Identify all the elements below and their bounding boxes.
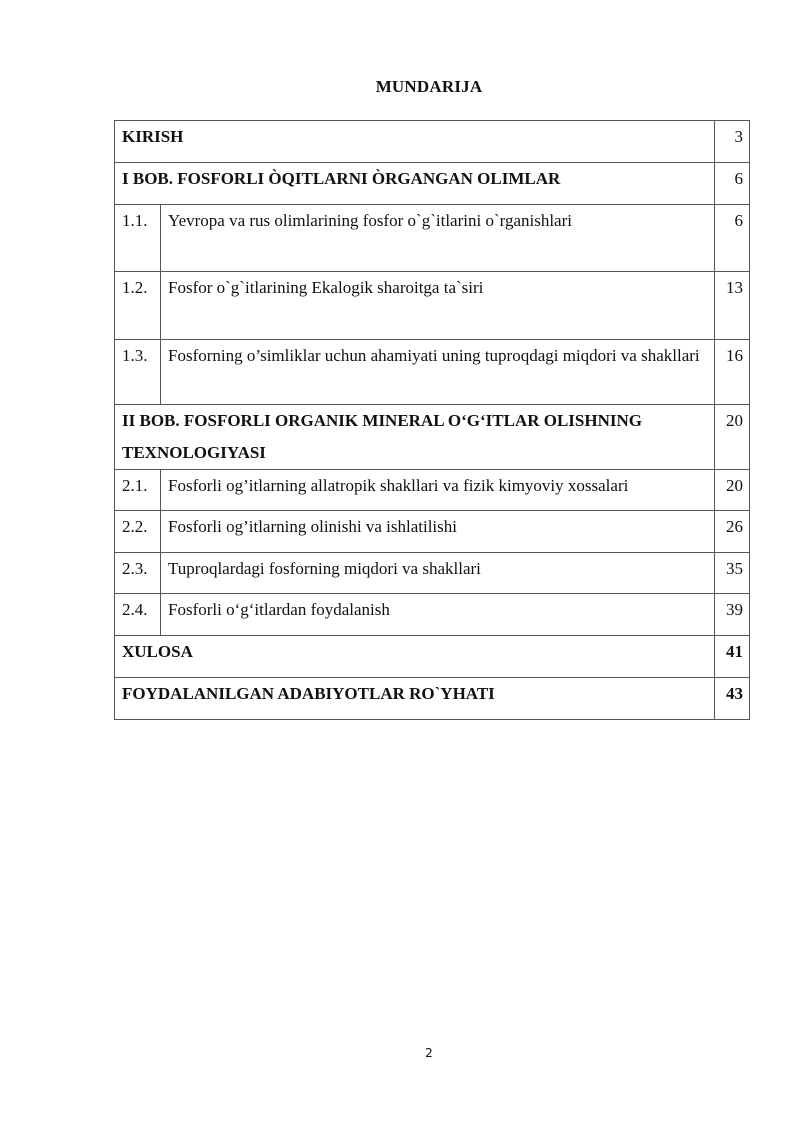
toc-entry-number: 2.1. <box>115 470 161 511</box>
toc-entry-page: 6 <box>715 205 750 272</box>
toc-entry-chapter-2 <box>115 405 750 470</box>
toc-entry-page: 41 <box>715 636 750 678</box>
table-of-contents <box>114 120 750 720</box>
toc-entry-1-2 <box>115 272 750 340</box>
toc-entry-title: XULOSA <box>115 636 715 678</box>
page-number: 2 <box>425 1046 433 1060</box>
toc-entry-2-3 <box>115 553 750 594</box>
toc-entry-2-2 <box>115 511 750 553</box>
toc-entry-page: 16 <box>715 340 750 405</box>
toc-entry-number: 2.3. <box>115 553 161 594</box>
toc-entry-page: 39 <box>715 594 750 636</box>
toc-entry-title: Fosforli og’itlarning allatropik shakllari va fizik kimyoviy xossalari <box>161 470 715 511</box>
toc-entry-page: 20 <box>715 470 750 511</box>
toc-entry-title: I BOB. FOSFORLI ÒQITLARNI ÒRGANGAN OLIMLAR <box>115 163 715 205</box>
toc-entry-title: KIRISH <box>115 121 715 163</box>
toc-entry-2-1 <box>115 470 750 511</box>
toc-entry-2-4 <box>115 594 750 636</box>
toc-entry-page: 13 <box>715 272 750 340</box>
toc-entry-title: Fosforli og’itlarning olinishi va ishlatilishi <box>161 511 715 553</box>
toc-entry-1-1 <box>115 205 750 272</box>
toc-entry-page: 43 <box>715 678 750 720</box>
toc-entry-page: 26 <box>715 511 750 553</box>
toc-entry-page: 35 <box>715 553 750 594</box>
toc-entry-title: Yevropa va rus olimlarining fosfor o`g`itlarini o`rganishlari <box>161 205 715 272</box>
toc-entry-number: 1.3. <box>115 340 161 405</box>
toc-entry-kirish <box>115 121 750 163</box>
toc-entry-title: Fosfor o`g`itlarining Ekalogik sharoitga ta`siri <box>161 272 715 340</box>
toc-entry-xulosa <box>115 636 750 678</box>
toc-entry-number: 1.1. <box>115 205 161 272</box>
toc-entry-number: 1.2. <box>115 272 161 340</box>
page-title: MUNDARIJA <box>375 77 483 96</box>
toc-entry-number: 2.2. <box>115 511 161 553</box>
toc-entry-title: Fosforning o’simliklar uchun ahamiyati uning tuproqdagi miqdori va shakllari <box>161 340 715 405</box>
toc-entry-page: 3 <box>715 121 750 163</box>
toc-entry-title: Fosforli o‘g‘itlardan foydalanish <box>161 594 715 636</box>
toc-entry-1-3 <box>115 340 750 405</box>
toc-entry-references <box>115 678 750 720</box>
toc-entry-title: FOYDALANILGAN ADABIYOTLAR RO`YHATI <box>115 678 715 720</box>
toc-entry-page: 20 <box>715 405 750 470</box>
toc-entry-title: Tuproqlardagi fosforning miqdori va shakllari <box>161 553 715 594</box>
toc-entry-chapter-1 <box>115 163 750 205</box>
toc-entry-title: II BOB. FOSFORLI ORGANIK MINERAL O‘G‘ITLAR OLISHNING TEXNOLOGIYASI <box>115 405 715 470</box>
toc-entry-number: 2.4. <box>115 594 161 636</box>
toc-entry-page: 6 <box>715 163 750 205</box>
